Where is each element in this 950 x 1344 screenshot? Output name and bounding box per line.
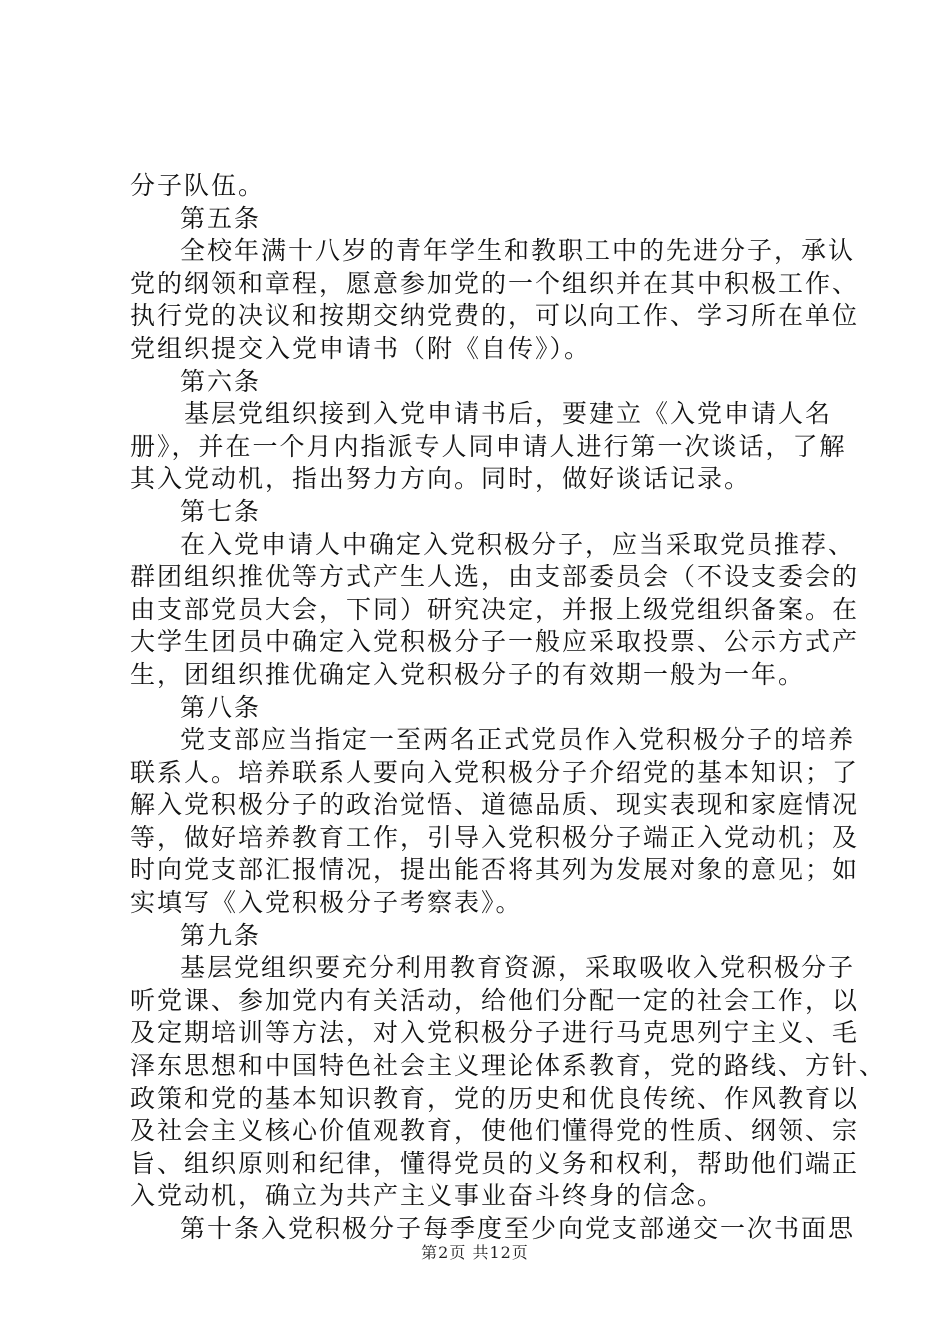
text-line: 旨、组织原则和纪律，懂得党员的义务和权利，帮助他们端正 [130, 1148, 860, 1178]
text-line: 生，团组织推优确定入党积极分子的有效期一般为一年。 [130, 659, 806, 689]
article-heading: 第五条 [180, 203, 262, 233]
article-heading: 第八条 [180, 692, 262, 722]
text-line: 等，做好培养教育工作，引导入党积极分子端正入党动机；及 [130, 822, 860, 852]
text-line: 执行党的决议和按期交纳党费的，可以向工作、学习所在单位 [130, 301, 860, 331]
text-line: 分子队伍。 [130, 171, 266, 200]
text-line: 及定期培训等方法，对入党积极分子进行马克思列宁主义、毛 [130, 1018, 860, 1048]
text-line: 听党课、参加党内有关活动，给他们分配一定的社会工作，以 [130, 985, 860, 1015]
text-line: 党的纲领和章程，愿意参加党的一个组织并在其中积极工作、 [130, 268, 860, 298]
text-line: 全校年满十八岁的青年学生和教职工中的先进分子，承认 [180, 236, 856, 266]
text-line: 党组织提交入党申请书（附《自传》）。 [130, 333, 592, 363]
text-line: 由支部党员大会，下同）研究决定，并报上级党组织备案。在 [130, 594, 860, 624]
page-footer [0, 1243, 950, 1263]
text-line: 解入党积极分子的政治觉悟、道德品质、现实表现和家庭情况 [130, 790, 860, 820]
text-line: 联系人。培养联系人要向入党积极分子介绍党的基本知识；了 [130, 757, 860, 787]
text-line: 基层党组织要充分利用教育资源，采取吸收入党积极分子 [180, 953, 856, 983]
text-line: 及社会主义核心价值观教育，使他们懂得党的性质、纲领、宗 [130, 1116, 860, 1146]
text-line: 基层党组织接到入党申请书后，要建立《入党申请人名 [184, 399, 833, 429]
text-line: 入党动机，确立为共产主义事业奋斗终身的信念。 [130, 1181, 725, 1211]
text-line: 泽东思想和中国特色社会主义理论体系教育，党的路线、方针、 [130, 1051, 887, 1081]
body-text [130, 170, 887, 1246]
article-heading: 第九条 [180, 920, 262, 950]
page-number-label: 第2页 共12页 [421, 1243, 529, 1262]
text-line: 册》，并在一个月内指派专人同申请人进行第一次谈话，了解 [130, 431, 847, 461]
text-line: 大学生团员中确定入党积极分子一般应采取投票、公示方式产 [130, 627, 860, 657]
article-heading: 第七条 [180, 496, 262, 526]
article-heading: 第六条 [180, 366, 262, 396]
text-line: 群团组织推优等方式产生人选，由支部委员会（不设支委会的 [130, 562, 860, 592]
text-line: 其入党动机，指出努力方向。同时，做好谈话记录。 [130, 464, 752, 494]
text-line: 政策和党的基本知识教育，党的历史和优良传统、作风教育以 [130, 1083, 860, 1113]
text-line: 时向党支部汇报情况，提出能否将其列为发展对象的意见；如 [130, 855, 860, 885]
text-line: 党支部应当指定一至两名正式党员作入党积极分子的培养 [180, 725, 856, 755]
text-line: 第十条入党积极分子每季度至少向党支部递交一次书面思 [180, 1214, 856, 1243]
text-line: 实填写《入党积极分子考察表》。 [130, 888, 523, 918]
text-line: 在入党申请人中确定入党积极分子，应当采取党员推荐、 [180, 529, 856, 559]
